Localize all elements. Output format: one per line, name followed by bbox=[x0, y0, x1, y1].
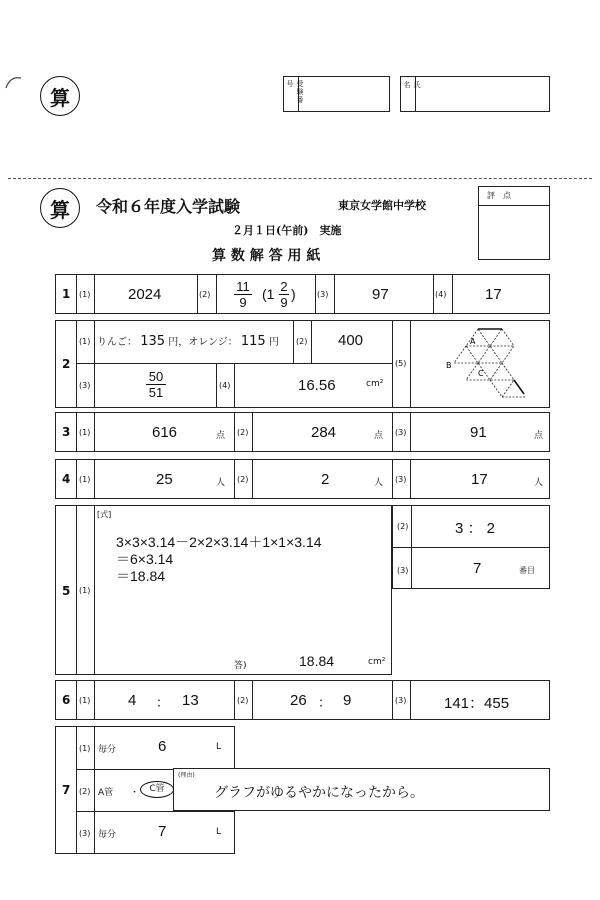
q3-answer2[interactable]: 284 bbox=[311, 424, 337, 441]
q4-unit2: 人 bbox=[374, 478, 384, 488]
q7-answer1[interactable]: 6 bbox=[158, 738, 167, 755]
q5-formula-line1: 3×3×3.14－2×2×3.14＋1×1×3.14 bbox=[116, 534, 322, 550]
q1-answer2-mixed-numerator: 2 bbox=[280, 279, 288, 294]
q2-answer3-numerator: 50 bbox=[148, 369, 164, 384]
q2-answer1[interactable] bbox=[97, 333, 279, 349]
q1-answer2-denominator: 9 bbox=[239, 295, 247, 310]
q5-formula-label: [式] bbox=[97, 510, 112, 519]
q1-row bbox=[55, 274, 550, 314]
exam-number-box[interactable] bbox=[283, 76, 390, 112]
q6-row bbox=[55, 680, 550, 720]
q1-answer2-fraction[interactable] bbox=[234, 279, 252, 310]
q1-sub3: (3) bbox=[317, 290, 329, 299]
q2-answer4-unit: cm² bbox=[366, 379, 384, 389]
q6-answer1-left[interactable]: 4 bbox=[128, 692, 137, 709]
q2-answer2[interactable]: 400 bbox=[338, 332, 364, 349]
triangle-net-figure bbox=[446, 324, 526, 404]
q4-sub1: (1) bbox=[79, 475, 91, 484]
q5-answer3[interactable]: 7 bbox=[473, 560, 482, 577]
q2-sub3: (3) bbox=[79, 381, 91, 390]
q6-answer2-left[interactable]: 26 bbox=[290, 692, 307, 709]
q3-sub1: (1) bbox=[79, 428, 91, 437]
q6-sub2: (2) bbox=[237, 696, 249, 705]
fig-label-b: B bbox=[446, 361, 452, 370]
name-box[interactable] bbox=[400, 76, 550, 112]
q7-number: 7 bbox=[62, 783, 71, 797]
q3-unit1: 点 bbox=[216, 431, 226, 441]
q3-number: 3 bbox=[62, 425, 71, 439]
name-label: 氏名 bbox=[403, 81, 421, 97]
q5-formula-line2: ＝6×3.14 bbox=[116, 551, 174, 567]
pipe-a-label: A管 bbox=[98, 788, 114, 798]
q4-answer2[interactable]: 2 bbox=[321, 471, 330, 488]
fig-label-a: A bbox=[470, 337, 476, 346]
q5-sub1: (1) bbox=[79, 586, 91, 595]
exam-date: ２月１日(午前) 実施 bbox=[232, 224, 342, 237]
q3-unit3: 点 bbox=[534, 431, 544, 441]
q5-answer3-unit: 番目 bbox=[519, 566, 535, 575]
q1-answer2-numerator: 11 bbox=[236, 279, 250, 294]
q2-answer4[interactable]: 16.56 bbox=[298, 377, 336, 394]
q1-answer1[interactable]: 2024 bbox=[128, 286, 162, 303]
q7-reason-answer[interactable]: グラフがゆるやかになったから。 bbox=[214, 785, 424, 801]
q2-sub1: (1) bbox=[79, 337, 91, 346]
q4-answer1[interactable]: 25 bbox=[156, 471, 173, 488]
school-name: 東京女学館中学校 bbox=[338, 199, 426, 212]
subject-mark: 算 bbox=[40, 188, 80, 228]
orange-label: 円，オレンジ： bbox=[168, 337, 238, 348]
q7-unit1: L bbox=[216, 742, 222, 752]
q1-answer4[interactable]: 17 bbox=[485, 286, 502, 303]
orange-price: 115 bbox=[240, 334, 266, 349]
q5-side-block bbox=[392, 505, 550, 589]
q6-sub3: (3) bbox=[395, 696, 407, 705]
fig-label-c: C bbox=[478, 369, 484, 378]
q7-sub2: (2) bbox=[79, 787, 91, 796]
q4-unit1: 人 bbox=[216, 478, 226, 488]
apple-label: りんご： bbox=[97, 337, 137, 348]
q6-sub1: (1) bbox=[79, 696, 91, 705]
exam-title: 令和６年度入学試験 bbox=[96, 197, 241, 216]
q7-every-minute-3: 毎分 bbox=[98, 830, 117, 840]
exam-number-label: 受験番号 bbox=[286, 80, 304, 104]
q5-answer2[interactable]: 3 ： 2 bbox=[455, 520, 496, 537]
q4-sub2: (2) bbox=[237, 475, 249, 484]
q1-answer2-mixed-fraction bbox=[279, 279, 289, 310]
q5-answer1-unit: cm² bbox=[368, 657, 386, 667]
q1-number: 1 bbox=[62, 287, 71, 301]
q4-number: 4 bbox=[62, 472, 71, 486]
score-label: 評 点 bbox=[487, 191, 511, 200]
q5-number: 5 bbox=[62, 584, 71, 598]
q6-answer1-right[interactable]: 13 bbox=[182, 692, 199, 709]
pipe-c-circled[interactable]: C管 bbox=[140, 781, 174, 798]
q6-answer1-sep: ： bbox=[156, 695, 170, 710]
q5-answer-label: 答) bbox=[234, 661, 247, 671]
subject-mark-top: 算 bbox=[40, 76, 80, 116]
q1-answer3[interactable]: 97 bbox=[372, 286, 389, 303]
q3-sub3: (3) bbox=[395, 428, 407, 437]
score-box[interactable] bbox=[478, 186, 550, 260]
q2-sub2: (2) bbox=[296, 337, 308, 346]
q4-row bbox=[55, 459, 550, 499]
q5-sub2: (2) bbox=[397, 522, 409, 531]
q1-sub1: (1) bbox=[79, 290, 91, 299]
q5-formula-line3: ＝18.84 bbox=[116, 568, 166, 584]
sheet-title: 算 数 解 答 用 紙 bbox=[212, 248, 321, 264]
q1-sub4: (4) bbox=[435, 290, 447, 299]
reason-label: (理由) bbox=[178, 772, 195, 779]
apple-price: 135 bbox=[140, 334, 166, 349]
q3-row bbox=[55, 412, 550, 452]
q4-sub3: (3) bbox=[395, 475, 407, 484]
q6-answer2-right[interactable]: 9 bbox=[343, 692, 352, 709]
q4-answer3[interactable]: 17 bbox=[471, 471, 488, 488]
q5-sub3: (3) bbox=[397, 566, 409, 575]
q5-formula[interactable] bbox=[116, 534, 322, 585]
q1-answer2-open: (1 bbox=[262, 286, 275, 302]
q2-sub4: (4) bbox=[219, 381, 231, 390]
q1-answer2-mixed-denominator: 9 bbox=[280, 295, 288, 310]
q6-answer3[interactable]: 141：455 bbox=[444, 695, 510, 712]
stray-mark bbox=[4, 74, 24, 90]
q5-block bbox=[55, 505, 392, 675]
q2-block bbox=[55, 320, 550, 408]
q3-answer1[interactable]: 616 bbox=[152, 424, 178, 441]
q7-reason-box[interactable] bbox=[173, 768, 550, 811]
q3-answer3[interactable]: 91 bbox=[470, 424, 487, 441]
q5-answer1[interactable]: 18.84 bbox=[299, 653, 335, 669]
cut-line bbox=[8, 178, 592, 179]
q1-answer2-close: ) bbox=[291, 286, 296, 302]
q2-answer3-denominator: 51 bbox=[148, 385, 164, 400]
q3-unit2: 点 bbox=[374, 431, 384, 441]
q7-sub1: (1) bbox=[79, 744, 91, 753]
q2-answer3-fraction[interactable] bbox=[146, 369, 166, 400]
q6-number: 6 bbox=[62, 693, 71, 707]
q7-sub3: (3) bbox=[79, 829, 91, 838]
q4-unit3: 人 bbox=[534, 478, 544, 488]
yen-unit: 円 bbox=[268, 337, 279, 348]
q2-number: 2 bbox=[62, 357, 71, 371]
q6-answer2-sep: ： bbox=[318, 695, 332, 710]
q1-sub2: (2) bbox=[199, 290, 211, 299]
q7-answer3[interactable]: 7 bbox=[158, 823, 167, 840]
pipe-dot: ・ bbox=[130, 788, 140, 798]
q2-sub5: (5) bbox=[395, 359, 407, 368]
q3-sub2: (2) bbox=[237, 428, 249, 437]
q7-every-minute: 毎分 bbox=[98, 745, 117, 755]
q7-unit3: L bbox=[216, 827, 222, 837]
